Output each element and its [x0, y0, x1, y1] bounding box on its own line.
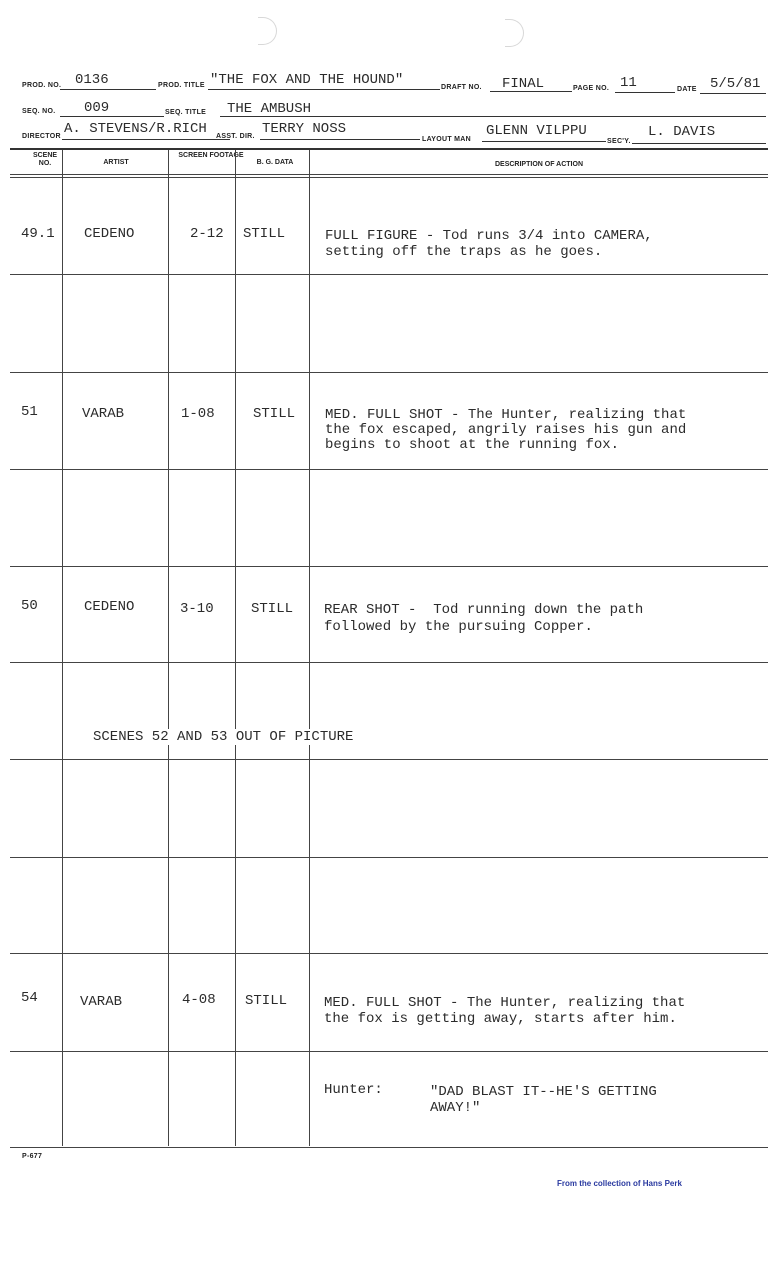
scene-number: 50	[21, 598, 38, 614]
page-no-label: PAGE NO.	[573, 85, 610, 92]
scene-number: 49.1	[21, 226, 55, 242]
secy-value: L. DAVIS	[648, 124, 716, 140]
bg-data: STILL	[251, 601, 294, 617]
action-description: REAR SHOT - Tod running down the path followed by the pursuing Copper.	[324, 602, 644, 635]
out-of-picture-note: SCENES 52 AND 53 OUT OF PICTURE	[93, 729, 354, 745]
seq-no-label: SEQ. NO.	[22, 108, 56, 115]
dialogue-speaker: Hunter:	[324, 1082, 383, 1098]
column-header-bg-data: B. G. DATA	[256, 159, 294, 166]
action-description: MED. FULL SHOT - The Hunter, realizing that the fox escaped, angrily raises his gun and begins to shoot at the running fox.	[325, 407, 687, 453]
seq-title-label: SEQ. TITLE	[165, 109, 207, 116]
page-no-value: 11	[620, 75, 637, 91]
asst-dir-label: ASST. DIR.	[216, 133, 255, 140]
artist-name: CEDENO	[84, 226, 135, 242]
prod-title-label: PROD. TITLE	[158, 82, 205, 89]
bg-data: STILL	[245, 993, 288, 1009]
prod-title-value: "THE FOX AND THE HOUND"	[210, 72, 404, 88]
prod-no-label: PROD. NO.	[22, 82, 62, 89]
column-header-artist: ARTIST	[103, 159, 129, 166]
date-label: DATE	[677, 86, 697, 93]
screen-footage: 2-12	[190, 226, 224, 242]
collection-credit: From the collection of Hans Perk	[557, 1179, 682, 1188]
action-description: MED. FULL SHOT - The Hunter, realizing that the fox is getting away, starts after him.	[324, 995, 686, 1027]
binder-hole-right	[505, 19, 524, 47]
seq-title-value: THE AMBUSH	[227, 101, 312, 117]
artist-name: VARAB	[82, 406, 125, 422]
layout-man-label: LAYOUT MAN	[422, 136, 472, 143]
director-value: A. STEVENS/R.RICH	[64, 121, 207, 137]
secy-label: SEC'Y.	[607, 138, 631, 145]
seq-no-value: 009	[84, 100, 110, 116]
artist-name: CEDENO	[84, 599, 135, 615]
asst-dir-value: TERRY NOSS	[262, 121, 347, 137]
screen-footage: 1-08	[181, 406, 215, 422]
date-value: 5/5/81	[710, 76, 761, 92]
draft-no-label: DRAFT NO.	[441, 84, 482, 91]
form-number: P-677	[22, 1153, 43, 1160]
director-label: DIRECTOR	[22, 133, 61, 140]
draft-no-value: FINAL	[502, 76, 545, 92]
column-header-scene-no: SCENE NO.	[32, 152, 58, 167]
dialogue-line: "DAD BLAST IT--HE'S GETTING AWAY!"	[430, 1084, 657, 1116]
artist-name: VARAB	[80, 994, 123, 1010]
scene-number: 51	[21, 404, 38, 420]
column-header-screen-footage: SCREEN FOOTAGE	[178, 152, 244, 159]
screen-footage: 3-10	[180, 601, 214, 617]
bg-data: STILL	[243, 226, 286, 242]
column-header-description: DESCRIPTION OF ACTION	[494, 161, 584, 168]
prod-no-value: 0136	[75, 72, 109, 88]
layout-man-value: GLENN VILPPU	[486, 123, 587, 139]
binder-hole-left	[258, 17, 277, 45]
screen-footage: 4-08	[182, 992, 216, 1008]
scene-number: 54	[21, 990, 38, 1006]
bg-data: STILL	[253, 406, 296, 422]
action-description: FULL FIGURE - Tod runs 3/4 into CAMERA, setting off the traps as he goes.	[325, 228, 653, 260]
